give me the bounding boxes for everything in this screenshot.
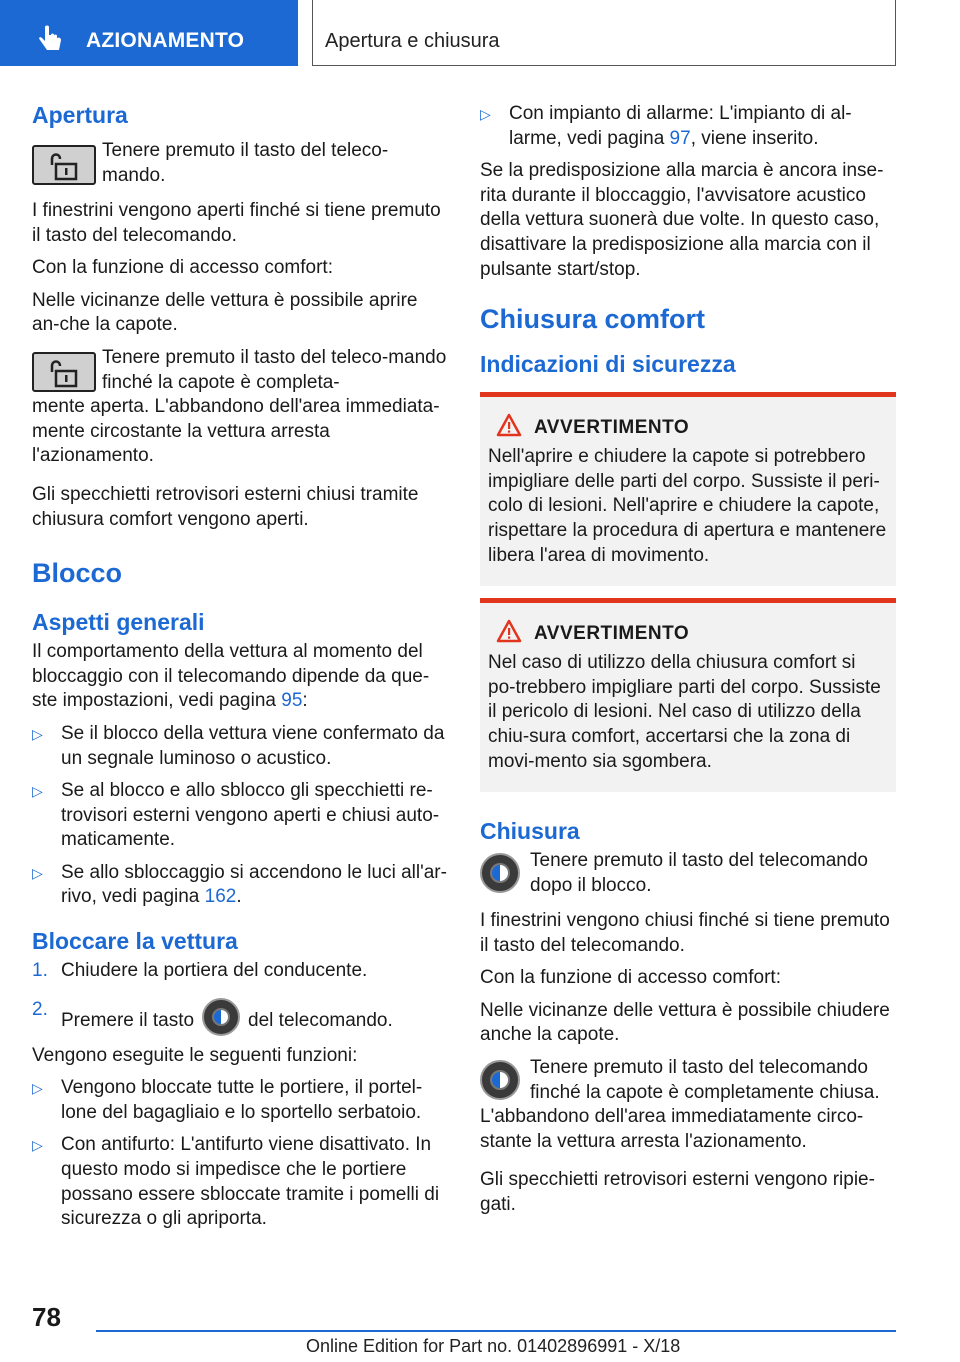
paragraph: Il comportamento della vettura al momento del bloccaggio con il telecomando dipende da que-ste impostazioni, vedi pagina 95: xyxy=(32,641,430,712)
bullet-list xyxy=(32,1076,448,1232)
heading-apertura: Apertura xyxy=(32,102,128,128)
left-column xyxy=(32,100,448,1240)
instruction-continuation: mente aperta. L'abbandono dell'area immediata-mente circostante la vettura arresta l'azionamento. xyxy=(32,396,440,467)
instruction-continuation: L'abbandono dell'area immediatamente circo-stante la vettura arresta l'azionamento. xyxy=(480,1106,864,1152)
bmw-key-icon xyxy=(480,853,520,893)
heading-blocco: Blocco xyxy=(32,558,123,589)
subheading-aspetti-generali: Aspetti generali xyxy=(32,609,205,636)
footer-edition: Online Edition for Part no. 01402896991 - X/18 xyxy=(306,1336,681,1356)
page-link[interactable]: 95 xyxy=(281,690,303,712)
page-link[interactable]: 162 xyxy=(204,886,237,908)
paragraph: I finestrini vengono aperti finché si tiene premuto il tasto del telecomando. xyxy=(32,200,441,246)
list-item: ▷ Vengono bloccate tutte le portiere, il portel-lone del bagagliaio e lo sportello serbatoio. xyxy=(32,1077,423,1123)
list-item: ▷ Se al blocco e allo sblocco gli specchietti re-trovisori esterni vengono aperti e chiusi auto-maticamente. xyxy=(32,780,440,851)
paragraph: Nelle vicinanze delle vettura è possibile aprire an-che la capote. xyxy=(32,289,418,336)
step-1: 1. Chiudere la portiera del conducente. xyxy=(32,960,368,982)
triangle-bullet-icon: ▷ xyxy=(32,783,43,800)
warning-text: Nel caso di utilizzo della chiusura comfort si po-trebbero impigliare parti del corpo. Sussiste il pericolo di lesioni. Nel caso di utilizzo della chiu-sura comfort, accertarsi che la zona di movi-mento sia sgombera. xyxy=(488,652,881,772)
warning-box xyxy=(480,392,896,586)
page-number: 78 xyxy=(32,1302,61,1332)
paragraph: I finestrini vengono chiusi finché si tiene premuto il tasto del telecomando. xyxy=(480,910,890,956)
warning-triangle-icon xyxy=(496,413,522,437)
triangle-bullet-icon: ▷ xyxy=(32,1137,43,1154)
unlock-key-icon xyxy=(32,145,96,185)
list-item: ▷ Se allo sbloccaggio si accendono le luci all'ar-rivo, vedi pagina 162. xyxy=(32,861,447,908)
unlock-key-icon xyxy=(32,352,96,392)
key-instruction-close-2 xyxy=(480,1056,896,1154)
hand-pointer-icon xyxy=(36,24,66,54)
chapter-box xyxy=(312,0,896,66)
instruction-text: Tenere premuto il tasto del teleco-mando finché la capote è completa- xyxy=(102,346,447,393)
warning-triangle-icon xyxy=(496,619,522,643)
key-instruction-open-2 xyxy=(32,346,448,469)
page-header xyxy=(0,0,960,66)
bullet-list xyxy=(32,722,448,910)
triangle-bullet-icon: ▷ xyxy=(32,864,43,881)
bullet-list xyxy=(480,102,896,151)
subheading-sicurezza: Indicazioni di sicurezza xyxy=(480,351,736,378)
warning-title: AVVERTIMENTO xyxy=(488,623,888,645)
paragraph: Gli specchietti retrovisori esterni vengono ripie-gati. xyxy=(480,1169,875,1216)
paragraph: Gli specchietti retrovisori esterni chiusi tramite chiusura comfort vengono aperti. xyxy=(32,483,419,530)
paragraph: Con la funzione di accesso comfort: xyxy=(480,967,781,989)
instruction-text: Tenere premuto il tasto del telecomando finché la capote è completamente chiusa. xyxy=(530,1057,880,1103)
warning-box xyxy=(480,598,896,792)
bmw-key-icon xyxy=(202,998,240,1036)
triangle-bullet-icon: ▷ xyxy=(32,1080,43,1097)
warning-text: Nell'aprire e chiudere la capote si potrebbero impigliare delle parti del corpo. Sussiste il peri-colo di lesioni. Nell'aprire e chiudere la capote, rispettare la procedura di apertura e mantenere libera l'area di movimento. xyxy=(488,446,887,566)
footer-divider xyxy=(96,1330,896,1332)
subheading-chiusura: Chiusura xyxy=(480,818,580,845)
key-instruction-open-1 xyxy=(32,139,448,191)
bmw-key-icon xyxy=(480,1060,520,1100)
right-column xyxy=(480,100,896,1226)
section-label: AZIONAMENTO xyxy=(86,29,245,52)
section-tab xyxy=(0,0,298,66)
instruction-text: Tenere premuto il tasto del telecomando dopo il blocco. xyxy=(530,850,868,896)
key-instruction-close-1 xyxy=(480,849,896,901)
paragraph: Nelle vicinanze delle vettura è possibile chiudere anche la capote. xyxy=(480,999,890,1046)
list-item: ▷ Con antifurto: L'antifurto viene disattivato. In questo modo si impedisce che le portiere possano essere sbloccate tramite i pomelli di sicurezza o gli apriporta. xyxy=(32,1134,440,1230)
warning-title: AVVERTIMENTO xyxy=(488,417,888,439)
heading-chiusura-comfort: Chiusura comfort xyxy=(480,304,706,335)
subheading-bloccare: Bloccare la vettura xyxy=(32,928,238,955)
instruction-text: Tenere premuto il tasto del teleco-mando. xyxy=(102,140,389,186)
paragraph: Vengono eseguite le seguenti funzioni: xyxy=(32,1044,358,1066)
chapter-label: Apertura e chiusura xyxy=(325,30,500,52)
paragraph: Con la funzione di accesso comfort: xyxy=(32,257,333,279)
triangle-bullet-icon: ▷ xyxy=(480,106,491,122)
step-2: 2. Premere il tasto del telecomando. xyxy=(32,998,448,1036)
page-link[interactable]: 97 xyxy=(669,127,691,149)
list-item: ▷ Con impianto di allarme: L'impianto di al-larme, vedi pagina 97, viene inserito. xyxy=(480,103,852,149)
triangle-bullet-icon: ▷ xyxy=(32,725,43,742)
paragraph: Se la predisposizione alla marcia è ancora inse-rita durante il bloccaggio, l'avvisatore acustico della vettura suonerà due volte. In questo caso, disattivare la predisposizione alla marcia con il pulsante start/stop. xyxy=(480,160,884,280)
list-item: ▷ Se il blocco della vettura viene confermato da un segnale luminoso o acustico. xyxy=(32,722,445,769)
